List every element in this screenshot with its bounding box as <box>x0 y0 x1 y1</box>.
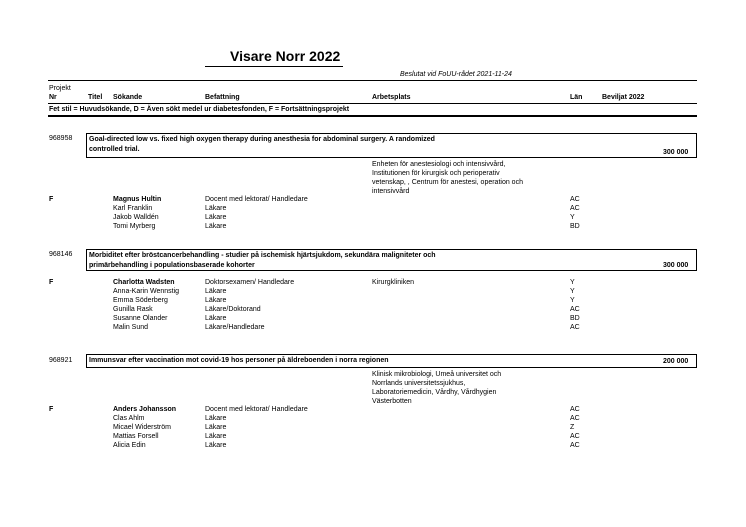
applicant-name: Gunilla Rask <box>113 306 153 313</box>
header-sokande: Sökande <box>113 94 143 101</box>
document-title: Visare Norr 2022 <box>230 48 341 64</box>
applicant-role: Läkare <box>205 288 227 295</box>
project-amount: 300 000 <box>663 262 689 269</box>
applicant-lan: Y <box>570 214 575 221</box>
applicant-lan: Y <box>570 297 575 304</box>
applicant-role: Läkare <box>205 315 227 322</box>
applicant-role: Läkare/Handledare <box>205 324 265 331</box>
workplace-line: vetenskap, , Centrum för anestesi, operation och <box>372 179 523 186</box>
applicant-lan: AC <box>570 196 580 203</box>
applicant-lan: AC <box>570 324 580 331</box>
applicant-name: Clas Ahlm <box>113 415 145 422</box>
applicant-name: Jakob Walldén <box>113 214 159 221</box>
workplace-line: Enheten för anestesiologi och intensivvård, <box>372 161 506 168</box>
applicant-role: Läkare <box>205 433 227 440</box>
workplace-line: Norrlands universitetssjukhus, <box>372 380 466 387</box>
project-flag: F <box>49 196 54 203</box>
applicant-name-main: Magnus Hultin <box>113 196 162 203</box>
applicant-lan: AC <box>570 442 580 449</box>
project-flag: F <box>49 406 54 413</box>
applicant-role: Läkare <box>205 223 227 230</box>
header-titel: Titel <box>88 94 103 101</box>
applicant-lan: BD <box>570 223 580 230</box>
header-projekt: Projekt <box>49 85 71 92</box>
workplace-line: intensivvård <box>372 188 410 195</box>
applicant-name: Karl Franklin <box>113 205 153 212</box>
applicant-role: Doktorsexamen/ Handledare <box>205 279 295 286</box>
project-flag: F <box>49 279 54 286</box>
applicant-role: Läkare <box>205 442 227 449</box>
applicant-lan: AC <box>570 306 580 313</box>
header-mid-rule <box>48 103 697 104</box>
header-arbetsplats: Arbetsplats <box>372 94 411 101</box>
applicant-name-main: Charlotta Wadsten <box>113 279 175 286</box>
applicant-role: Docent med lektorat/ Handledare <box>205 406 308 413</box>
applicant-name: Anna-Karin Wennstig <box>113 288 180 295</box>
workplace-line: Kirurgkliniken <box>372 279 415 286</box>
applicant-role: Docent med lektorat/ Handledare <box>205 196 308 203</box>
workplace-line: Klinisk mikrobiologi, Umeå universitet och <box>372 371 502 378</box>
project-nr: 968146 <box>49 251 73 258</box>
header-nr: Nr <box>49 94 57 101</box>
applicant-name: Mattias Forsell <box>113 433 159 440</box>
applicant-name: Tomi Myrberg <box>113 223 156 230</box>
applicant-role: Läkare <box>205 205 227 212</box>
applicant-name-main: Anders Johansson <box>113 406 177 413</box>
applicant-lan: Y <box>570 279 575 286</box>
header-beviljat: Beviljat 2022 <box>602 94 645 101</box>
project-nr: 968921 <box>49 357 73 364</box>
applicant-role: Läkare <box>205 415 227 422</box>
header-lan: Län <box>570 94 583 101</box>
applicant-name: Micael Widerström <box>113 424 171 431</box>
applicant-role: Läkare <box>205 214 227 221</box>
applicant-name: Malin Sund <box>113 324 149 331</box>
header-befattning: Befattning <box>205 94 240 101</box>
applicant-lan: AC <box>570 415 580 422</box>
project-amount: 300 000 <box>663 149 689 156</box>
project-title-line1: Immunsvar efter vaccination mot covid-19 hos personer på äldreboenden i norra regionen <box>89 357 389 364</box>
workplace-line: Laboratoriemedicin, Vårdhy, Vårdhygien <box>372 389 497 396</box>
applicant-name: Emma Söderberg <box>113 297 168 304</box>
applicant-name: Susanne Olander <box>113 315 168 322</box>
workplace-line: Institutionen för kirurgisk och perioperativ <box>372 170 500 177</box>
applicant-lan: AC <box>570 433 580 440</box>
project-title-line1: Morbiditet efter bröstcancerbehandling - studier på ischemisk hjärtsjukdom, sekundära maligniteter och <box>89 252 436 259</box>
header-top-rule <box>48 80 697 81</box>
applicant-lan: AC <box>570 406 580 413</box>
decision-note: Beslutat vid FoUU-rådet 2021-11-24 <box>400 71 512 78</box>
workplace-line: Västerbotten <box>372 398 412 405</box>
header-bottom-rule <box>48 115 697 117</box>
applicant-role: Läkare <box>205 297 227 304</box>
legend: Fet stil = Huvudsökande, D = Även sökt medel ur diabetesfonden, F = Fortsättningsprojekt <box>49 106 350 113</box>
applicant-lan: Z <box>570 424 575 431</box>
project-title-line2: primärbehandling i populationsbaserade kohorter <box>89 262 255 269</box>
project-nr: 968958 <box>49 135 73 142</box>
applicant-name: Alicia Edin <box>113 442 146 449</box>
applicant-role: Läkare <box>205 424 227 431</box>
applicant-lan: Y <box>570 288 575 295</box>
project-title-line1: Goal-directed low vs. fixed high oxygen therapy during anesthesia for abdominal surgery. A randomized <box>89 136 435 143</box>
applicant-lan: BD <box>570 315 580 322</box>
applicant-lan: AC <box>570 205 580 212</box>
project-title-line2: controlled trial. <box>89 146 140 153</box>
title-underline <box>205 66 343 67</box>
project-amount: 200 000 <box>663 358 689 365</box>
applicant-role: Läkare/Doktorand <box>205 306 261 313</box>
